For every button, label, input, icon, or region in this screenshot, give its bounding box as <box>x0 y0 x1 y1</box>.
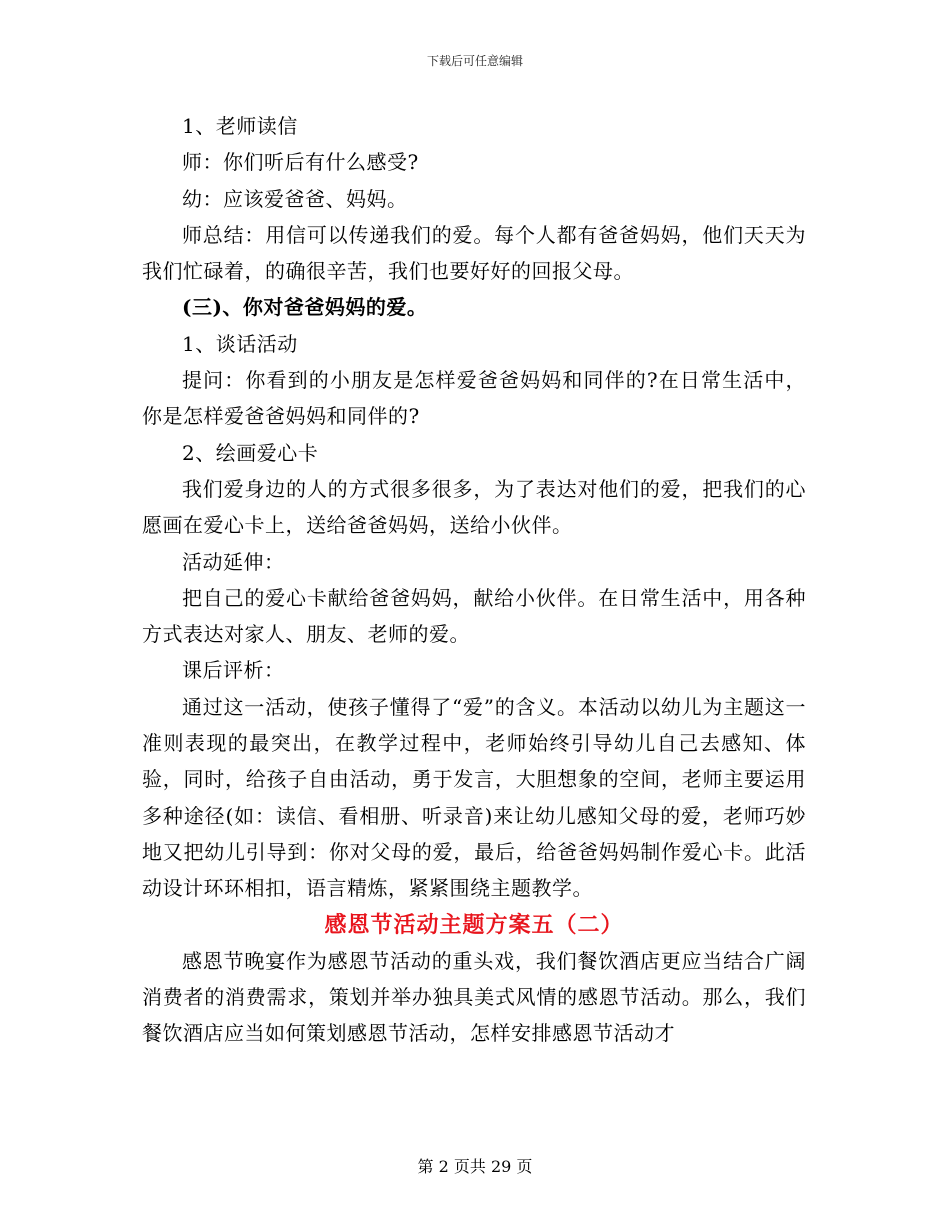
paragraph: 通过这一活动，使孩子懂得了“爱”的含义。本活动以幼儿为主题这一准则表现的最突出，在教学过程中，老师始终引导幼儿自己去感知、体验，同时，给孩子自由活动，勇于发言，大胆想象的空间，老师主要运用多种途径(如：读信、看相册、听录音)来让幼儿感知父母的爱，老师巧妙地又把幼儿引导到：你对父母的爱，最后，给爸爸妈妈制作爱心卡。此活动设计环环相扣，语言精炼，紧紧围绕主题教学。 <box>142 694 806 901</box>
paragraph: 2、绘画爱心卡 <box>182 440 319 465</box>
page-number: 第 2 页共 29 页 <box>417 1157 533 1176</box>
paragraph: 1、老师读信 <box>182 114 298 138</box>
page-header: 下载后可任意编辑 <box>426 54 523 68</box>
paragraph: 师：你们听后有什么感受? <box>182 150 419 175</box>
document-body <box>142 108 806 1052</box>
paragraph: 活动延伸： <box>182 549 285 574</box>
paragraph: 感恩节晚宴作为感恩节活动的重头戏，我们餐饮酒店更应当结合广阔消费者的消费需求，策划并举办独具美式风情的感恩节活动。那么，我们餐饮酒店应当如何策划感恩节活动，怎样安排感恩节活动才 <box>142 948 806 1046</box>
paragraph: 我们爱身边的人的方式很多很多，为了表达对他们的爱，把我们的心愿画在爱心卡上，送给爸爸妈妈，送给小伙伴。 <box>142 476 806 538</box>
paragraph: 把自己的爱心卡献给爸爸妈妈，献给小伙伴。在日常生活中，用各种方式表达对家人、朋友、老师的爱。 <box>142 585 806 647</box>
paragraph: 1、谈话活动 <box>182 331 298 356</box>
paragraph: 课后评析： <box>182 658 285 683</box>
paragraph: 幼：应该爱爸爸、妈妈。 <box>182 186 408 211</box>
subsection-heading: (三)、你对爸爸妈妈的爱。 <box>182 295 428 320</box>
paragraph: 师总结：用信可以传递我们的爱。每个人都有爸爸妈妈，他们天天为我们忙碌着，的确很辛苦，我们也要好好的回报父母。 <box>142 222 806 284</box>
paragraph: 提问：你看到的小朋友是怎样爱爸爸妈妈和同伴的?在日常生活中，你是怎样爱爸爸妈妈和同伴的? <box>142 368 806 429</box>
section-heading: 感恩节活动主题方案五（二） <box>324 911 624 938</box>
